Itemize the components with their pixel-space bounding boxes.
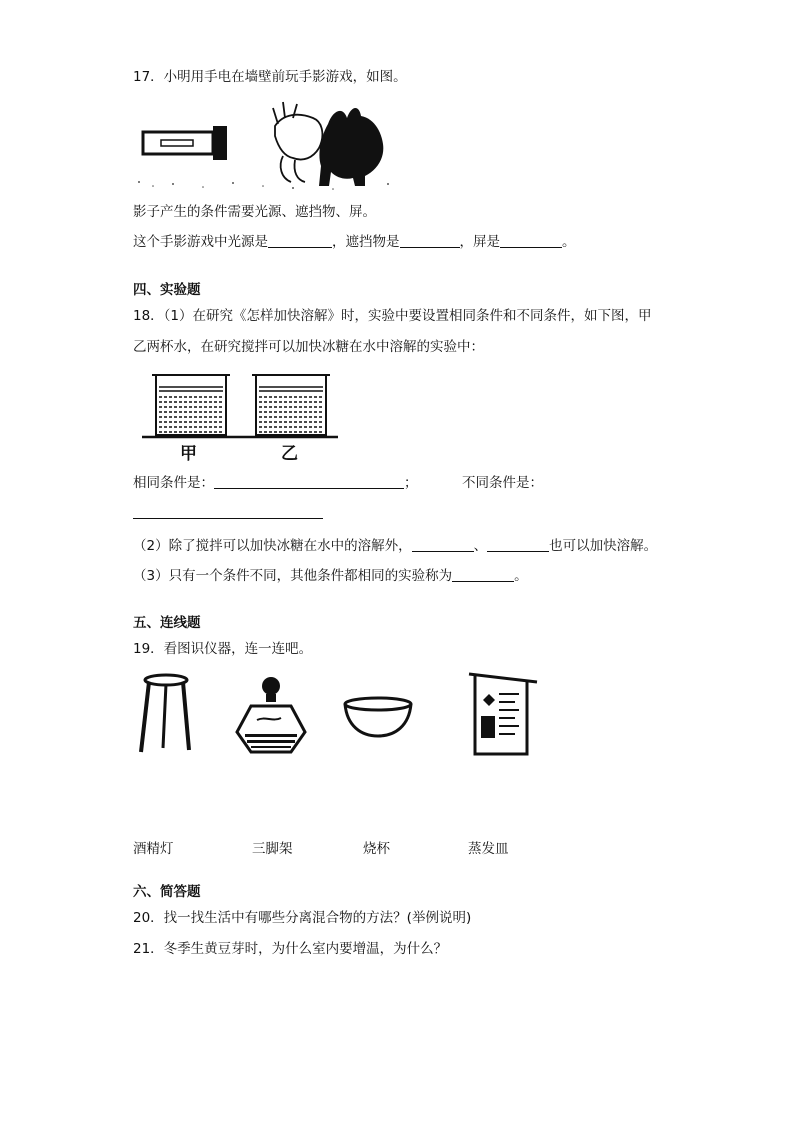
q17-condition-text: 影子产生的条件需要光源、遮挡物、屏。 (133, 204, 376, 220)
q18-part3-end: 。 (514, 568, 528, 584)
q17-text-c: ，屏是 (459, 234, 500, 250)
same-condition-end: ； (404, 475, 418, 491)
cup-right-label: 乙 (281, 444, 298, 464)
light-source-blank[interactable] (268, 233, 332, 248)
q17-text-b: ，遮挡物是 (332, 234, 400, 250)
q18-part2-line (133, 537, 657, 555)
method-blank-2[interactable] (487, 537, 549, 552)
q17-text-end: 。 (562, 234, 576, 250)
evaporating-dish-icon (345, 698, 411, 736)
hand-icon (273, 102, 322, 182)
hand-shadow-illustration (133, 96, 398, 196)
rabbit-shadow-icon (319, 108, 383, 186)
q19-title: 19．看图识仪器，连一连吧。 (133, 641, 313, 657)
instrument-label-4: 蒸发皿 (468, 841, 509, 857)
cup-left-icon (152, 375, 230, 435)
same-condition-blank[interactable] (214, 474, 404, 489)
experiment-name-blank[interactable] (452, 567, 514, 582)
diff-condition-blank[interactable] (133, 517, 323, 519)
section-6-title: 六、简答题 (133, 884, 201, 900)
q17-fill-line (133, 233, 576, 251)
q18-part2-sep: 、 (473, 538, 488, 554)
instrument-label-1: 酒精灯 (133, 841, 174, 857)
obstacle-blank[interactable] (400, 233, 460, 248)
q18-part2-text-a: （2）除了搅拌可以加快冰糖在水中的溶解外， (133, 538, 412, 554)
cup-left-label: 甲 (180, 444, 197, 464)
wall-texture (138, 181, 389, 190)
instrument-label-3: 烧杯 (363, 841, 390, 857)
q17-text-a: 这个手影游戏中光源是 (133, 234, 268, 250)
two-cups-illustration (142, 373, 342, 463)
instrument-label-2: 三脚架 (252, 841, 293, 857)
q18-line2: 乙两杯水，在研究搅拌可以加快冰糖在水中溶解的实验中： (133, 339, 484, 355)
instruments-illustration (133, 670, 543, 765)
section-4-title: 四、实验题 (133, 282, 201, 298)
method-blank-1[interactable] (412, 537, 474, 552)
beaker-icon (469, 674, 537, 754)
flashlight-icon (143, 126, 227, 160)
q18-part3-line (133, 567, 528, 585)
q17-title: 17．小明用手电在墙壁前玩手影游戏，如图。 (133, 69, 407, 85)
q18-part3-text: （3）只有一个条件不同，其他条件都相同的实验称为 (133, 568, 453, 584)
tripod-icon (141, 675, 189, 752)
q18-part2-text-b: 也可以加快溶解。 (549, 538, 658, 554)
q21-text: 21．冬季生黄豆芽时，为什么室内要增温，为什么？ (133, 941, 448, 957)
same-condition-line (133, 474, 418, 492)
section-5-title: 五、连线题 (133, 615, 201, 631)
diff-condition-label: 不同条件是： (462, 475, 543, 491)
q20-text: 20．找一找生活中有哪些分离混合物的方法？(举例说明) (133, 910, 472, 926)
same-condition-label: 相同条件是： (133, 475, 214, 491)
q18-line1: 18．（1）在研究《怎样加快溶解》时，实验中要设置相同条件和不同条件，如下图，甲 (133, 308, 652, 324)
cup-right-icon (252, 375, 330, 435)
screen-blank[interactable] (500, 233, 562, 248)
alcohol-lamp-icon (237, 677, 305, 752)
